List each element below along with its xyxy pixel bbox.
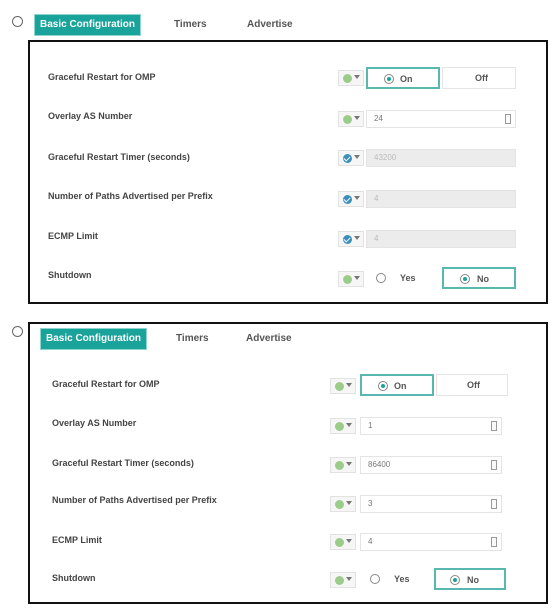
chevron-down-icon xyxy=(354,236,360,240)
overlay-as-input[interactable] xyxy=(366,110,516,128)
paths-label: Number of Paths Advertised per Prefix xyxy=(48,191,213,201)
spinner-icon[interactable] xyxy=(491,499,497,509)
ecmp-value: 4 xyxy=(368,537,373,546)
gr-timer-label: Graceful Restart Timer (seconds) xyxy=(48,152,190,162)
global-check-icon xyxy=(343,235,352,244)
tab-advertise[interactable]: Advertise xyxy=(246,333,292,344)
tab-timers[interactable]: Timers xyxy=(174,19,207,30)
radio-selected-icon xyxy=(450,575,460,585)
radio-unselected-icon xyxy=(376,273,386,283)
scope-selector[interactable] xyxy=(330,418,356,434)
tab-bar xyxy=(30,328,548,350)
chevron-down-icon xyxy=(354,276,360,280)
device-specific-icon xyxy=(335,422,344,431)
graceful-restart-on-option[interactable] xyxy=(366,67,440,89)
no-label: No xyxy=(477,274,489,284)
spinner-icon[interactable] xyxy=(491,537,497,547)
chevron-down-icon xyxy=(346,462,352,466)
device-specific-icon xyxy=(343,275,352,284)
shutdown-no-option[interactable] xyxy=(434,568,506,590)
ecmp-label: ECMP Limit xyxy=(48,231,98,241)
device-specific-icon xyxy=(343,115,352,124)
chevron-down-icon xyxy=(346,501,352,505)
chevron-down-icon xyxy=(354,155,360,159)
global-check-icon xyxy=(343,195,352,204)
scope-selector[interactable] xyxy=(338,70,364,86)
device-specific-icon xyxy=(335,538,344,547)
tab-bar xyxy=(28,14,548,36)
ecmp-input[interactable] xyxy=(366,230,516,248)
device-specific-icon xyxy=(335,382,344,391)
option-2-panel xyxy=(28,322,548,604)
global-check-icon xyxy=(343,154,352,163)
radio-selected-icon xyxy=(378,381,388,391)
device-specific-icon xyxy=(343,74,352,83)
chevron-down-icon xyxy=(354,75,360,79)
paths-input[interactable] xyxy=(366,190,516,208)
overlay-as-label: Overlay AS Number xyxy=(52,418,137,428)
yes-label: Yes xyxy=(394,574,410,584)
scope-selector[interactable] xyxy=(330,534,356,550)
spinner-icon[interactable] xyxy=(505,114,511,124)
answer-option-2-radio[interactable] xyxy=(12,326,23,337)
tab-basic-configuration[interactable]: Basic Configuration xyxy=(34,14,141,36)
device-specific-icon xyxy=(335,500,344,509)
paths-label: Number of Paths Advertised per Prefix xyxy=(52,495,217,505)
overlay-as-value: 24 xyxy=(374,114,383,123)
ecmp-input[interactable] xyxy=(360,533,502,551)
chevron-down-icon xyxy=(346,383,352,387)
radio-selected-icon xyxy=(384,74,394,84)
gr-timer-label: Graceful Restart Timer (seconds) xyxy=(52,458,194,468)
radio-selected-icon xyxy=(460,274,470,284)
tab-advertise[interactable]: Advertise xyxy=(247,19,293,30)
graceful-restart-off-option[interactable] xyxy=(442,67,516,89)
tab-timers[interactable]: Timers xyxy=(176,333,209,344)
shutdown-yes-option[interactable] xyxy=(366,268,440,290)
gr-timer-input[interactable] xyxy=(366,149,516,167)
shutdown-no-option[interactable] xyxy=(442,267,516,289)
device-specific-icon xyxy=(335,461,344,470)
scope-selector[interactable] xyxy=(330,572,356,588)
scope-selector[interactable] xyxy=(338,191,364,207)
scope-selector[interactable] xyxy=(338,271,364,287)
graceful-restart-on-option[interactable] xyxy=(360,374,434,396)
option-1-panel xyxy=(28,14,548,304)
spinner-icon[interactable] xyxy=(491,460,497,470)
device-specific-icon xyxy=(335,576,344,585)
gr-timer-input[interactable] xyxy=(360,456,502,474)
scope-selector[interactable] xyxy=(338,231,364,247)
scope-selector[interactable] xyxy=(330,496,356,512)
graceful-restart-off-option[interactable] xyxy=(436,374,508,396)
chevron-down-icon xyxy=(354,196,360,200)
spinner-icon[interactable] xyxy=(491,421,497,431)
scope-selector[interactable] xyxy=(330,457,356,473)
gr-timer-value: 86400 xyxy=(368,460,391,469)
chevron-down-icon xyxy=(354,116,360,120)
shutdown-yes-option[interactable] xyxy=(360,569,434,591)
paths-input[interactable] xyxy=(360,495,502,513)
overlay-as-label: Overlay AS Number xyxy=(48,111,133,121)
scope-selector[interactable] xyxy=(330,378,356,394)
scope-selector[interactable] xyxy=(338,150,364,166)
scope-selector[interactable] xyxy=(338,111,364,127)
chevron-down-icon xyxy=(346,539,352,543)
tab-basic-configuration[interactable]: Basic Configuration xyxy=(40,328,147,350)
radio-unselected-icon xyxy=(370,574,380,584)
yes-label: Yes xyxy=(400,273,416,283)
chevron-down-icon xyxy=(346,423,352,427)
paths-value: 4 xyxy=(374,194,379,203)
on-label: On xyxy=(400,74,413,84)
ecmp-value: 4 xyxy=(374,234,379,243)
graceful-restart-label: Graceful Restart for OMP xyxy=(48,72,156,82)
graceful-restart-label: Graceful Restart for OMP xyxy=(52,379,160,389)
overlay-as-value: 1 xyxy=(368,421,373,430)
gr-timer-value: 43200 xyxy=(374,153,397,162)
shutdown-label: Shutdown xyxy=(48,270,92,280)
shutdown-label: Shutdown xyxy=(52,573,96,583)
off-label: Off xyxy=(475,73,488,83)
overlay-as-input[interactable] xyxy=(360,417,502,435)
off-label: Off xyxy=(467,380,480,390)
answer-option-1-radio[interactable] xyxy=(12,16,23,27)
paths-value: 3 xyxy=(368,499,373,508)
on-label: On xyxy=(394,381,407,391)
ecmp-label: ECMP Limit xyxy=(52,535,102,545)
chevron-down-icon xyxy=(346,577,352,581)
no-label: No xyxy=(467,575,479,585)
